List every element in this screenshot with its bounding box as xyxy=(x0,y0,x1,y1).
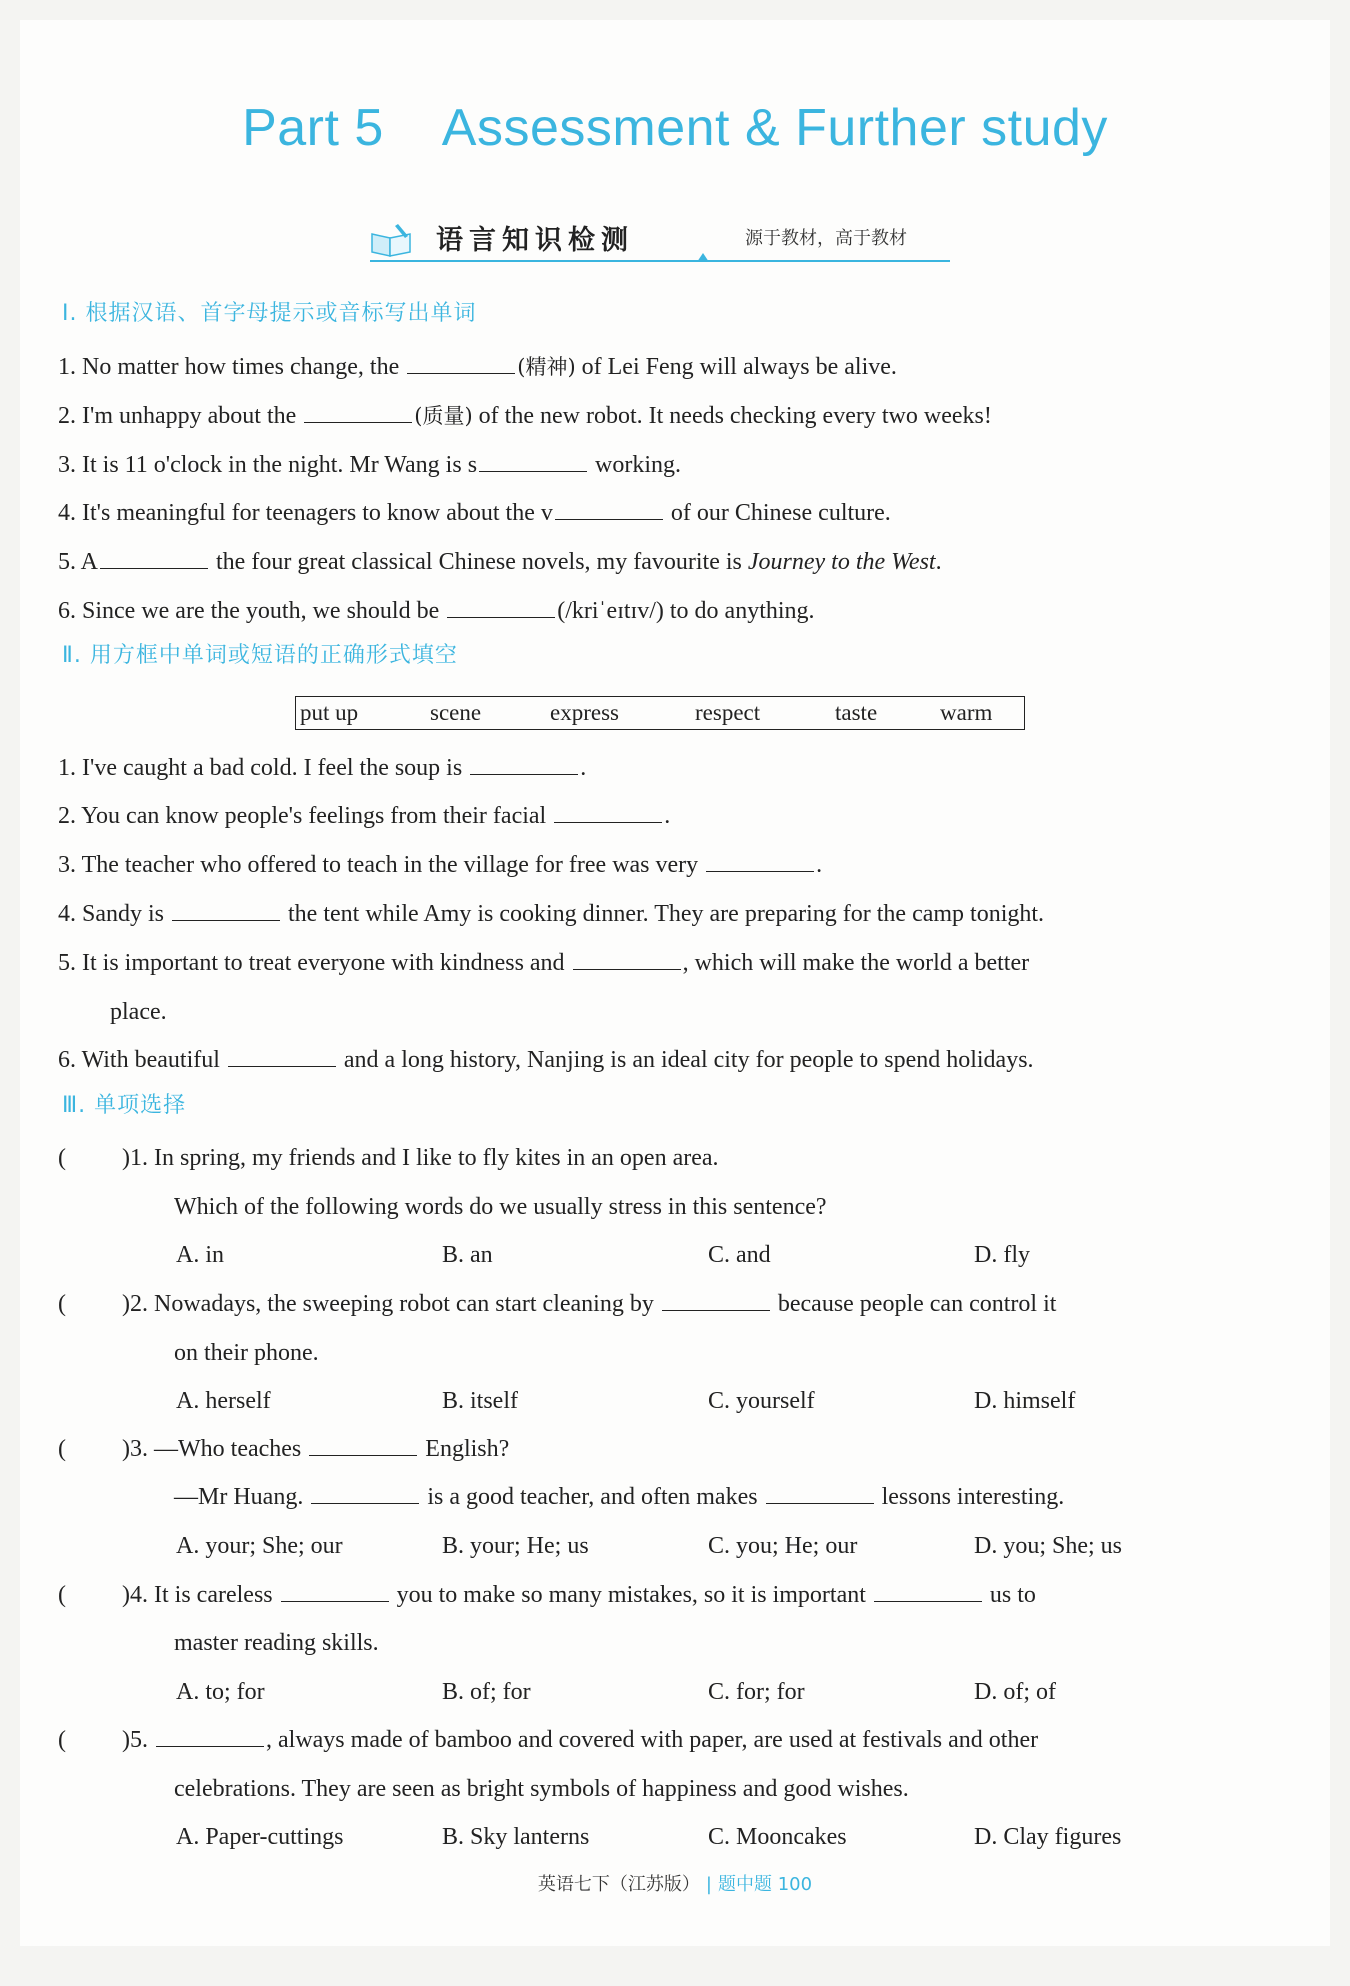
q5-option-a[interactable]: A. Paper-cuttings xyxy=(176,1824,344,1850)
answer-blank[interactable] xyxy=(100,548,208,569)
s2-item-4-text: 4. Sandy is xyxy=(58,901,165,927)
answer-blank[interactable] xyxy=(555,499,663,520)
s1-item-2-text: 2. I'm unhappy about the xyxy=(58,403,297,429)
s1-item-6-text: 6. Since we are the youth, we should be xyxy=(58,598,440,624)
word-bank-item: warm xyxy=(940,700,993,725)
s1-item-5-post: the four great classical Chinese novels, my favourite is xyxy=(216,549,742,575)
s2-item-1-text: 1. I've caught a bad cold. I feel the soup is xyxy=(58,755,463,781)
s2-item-5 xyxy=(58,948,1300,978)
q5-stem xyxy=(122,1725,1300,1755)
answer-blank[interactable] xyxy=(447,597,555,618)
book-title: Journey to the West xyxy=(747,549,936,575)
answer-blank[interactable] xyxy=(662,1290,770,1311)
s2-item-4-post: the tent while Amy is cooking dinner. They are preparing for the camp tonight. xyxy=(288,901,1045,927)
s2-item-6-text: 6. With beautiful xyxy=(58,1047,220,1073)
s2-item-2-text: 2. You can know people's feelings from their facial xyxy=(58,803,547,829)
q3-reply: —Mr Huang. xyxy=(174,1484,304,1510)
s2-item-3 xyxy=(58,850,1300,880)
s2-item-6 xyxy=(58,1045,1300,1075)
q3-text: —Who teaches xyxy=(154,1436,302,1462)
q4-stem xyxy=(122,1580,1300,1610)
answer-blank[interactable] xyxy=(554,802,662,823)
answer-blank[interactable] xyxy=(172,900,280,921)
answer-blank[interactable] xyxy=(309,1435,417,1456)
s2-item-1-post: . xyxy=(580,755,587,781)
page-footer xyxy=(20,1870,1330,1896)
q4-text-post: us to xyxy=(989,1582,1036,1608)
q3-number: )3. xyxy=(122,1436,148,1462)
q2-line2: on their phone. xyxy=(174,1340,319,1366)
s1-item-4 xyxy=(58,498,1300,528)
footer-book: 英语七下（江苏版） xyxy=(537,1874,700,1895)
s2-item-2-post: . xyxy=(664,803,671,829)
s1-item-6-hint: (/kriˈeɪtɪv/) xyxy=(557,598,664,624)
s2-item-5-text: 5. It is important to treat everyone with kindness and xyxy=(58,950,565,976)
q2-number: )2. xyxy=(122,1291,148,1317)
q1-text: In spring, my friends and I like to fly kites in an open area. xyxy=(154,1145,719,1171)
s1-item-2-post: of the new robot. It needs checking every two weeks! xyxy=(478,403,992,429)
word-bank-item: express xyxy=(550,700,619,725)
answer-blank[interactable] xyxy=(706,851,814,872)
part-number: Part 5 xyxy=(242,99,384,157)
q5-option-d[interactable]: D. Clay figures xyxy=(974,1824,1122,1850)
answer-blank[interactable] xyxy=(766,1483,874,1504)
part-title-text: Assessment & Further study xyxy=(441,99,1108,157)
q4-option-b[interactable]: B. of; for xyxy=(442,1679,531,1705)
footer-brand: 题中题 xyxy=(717,1874,772,1895)
section-1-heading: Ⅰ. 根据汉语、首字母提示或音标写出单词 xyxy=(62,301,477,326)
s1-item-1-post: of Lei Feng will always be alive. xyxy=(581,354,897,380)
q2-option-d[interactable]: D. himself xyxy=(974,1388,1076,1414)
answer-blank[interactable] xyxy=(407,353,515,374)
q1-option-a[interactable]: A. in xyxy=(176,1242,224,1268)
page-title xyxy=(20,98,1330,158)
answer-blank[interactable] xyxy=(311,1483,419,1504)
s1-item-5-text: 5. A xyxy=(58,549,99,575)
q4-option-c[interactable]: C. for; for xyxy=(708,1679,805,1705)
s1-item-6-post: to do anything. xyxy=(669,598,815,624)
answer-paren[interactable]: ( xyxy=(58,1145,66,1171)
answer-blank[interactable] xyxy=(281,1581,389,1602)
s1-item-6 xyxy=(58,596,1300,626)
answer-blank[interactable] xyxy=(573,949,681,970)
answer-blank[interactable] xyxy=(470,754,578,775)
answer-blank[interactable] xyxy=(304,402,412,423)
answer-blank[interactable] xyxy=(228,1046,336,1067)
q2-option-a[interactable]: A. herself xyxy=(176,1388,271,1414)
q3-option-c[interactable]: C. you; He; our xyxy=(708,1533,858,1559)
word-bank-item: respect xyxy=(695,700,761,725)
word-bank-item: put up xyxy=(300,700,359,725)
q3-option-d[interactable]: D. you; She; us xyxy=(974,1533,1123,1559)
s1-item-4-text: 4. It's meaningful for teenagers to know about the v xyxy=(58,500,553,526)
answer-paren[interactable]: ( xyxy=(58,1291,66,1317)
q5-line2: celebrations. They are seen as bright symbols of happiness and good wishes. xyxy=(174,1776,909,1802)
answer-blank[interactable] xyxy=(874,1581,982,1602)
s1-item-2 xyxy=(58,401,1300,431)
q5-number: )5. xyxy=(122,1727,148,1753)
word-bank xyxy=(295,696,1025,730)
s2-item-3-text: 3. The teacher who offered to teach in the village for free was very xyxy=(58,852,699,878)
q3-text-post: English? xyxy=(425,1436,510,1462)
answer-blank[interactable] xyxy=(479,451,587,472)
s2-item-4 xyxy=(58,899,1300,929)
section-banner xyxy=(370,218,950,262)
s2-item-6-post: and a long history, Nanjing is an ideal city for people to spend holidays. xyxy=(343,1047,1034,1073)
word-bank-item: taste xyxy=(835,700,878,725)
s1-item-1-hint: (精神) xyxy=(517,355,576,379)
q3-reply-mid: is a good teacher, and often makes xyxy=(427,1484,758,1510)
q5-text: , always made of bamboo and covered with paper, are used at festivals and other xyxy=(266,1727,1039,1753)
footer-divider: | xyxy=(705,1874,712,1895)
q1-number: )1. xyxy=(122,1145,148,1171)
q4-text: It is careless xyxy=(154,1582,273,1608)
q2-text-post: because people can control it xyxy=(777,1291,1057,1317)
q2-option-b[interactable]: B. itself xyxy=(442,1388,518,1414)
q5-option-c[interactable]: C. Mooncakes xyxy=(708,1824,847,1850)
q4-line2: master reading skills. xyxy=(174,1630,379,1656)
q1-option-d[interactable]: D. fly xyxy=(974,1242,1030,1268)
s1-item-3-text: 3. It is 11 o'clock in the night. Mr Wang is s xyxy=(58,452,478,478)
s2-item-2 xyxy=(58,801,1300,831)
q1-line2: Which of the following words do we usually stress in this sentence? xyxy=(174,1194,827,1220)
q3-reply-end: lessons interesting. xyxy=(881,1484,1065,1510)
page-number: 100 xyxy=(777,1874,813,1895)
section-2-heading: Ⅱ. 用方框中单词或短语的正确形式填空 xyxy=(62,643,458,668)
banner-subtitle: 源于教材，高于教材 xyxy=(745,228,907,249)
s1-item-5-end: . xyxy=(935,549,942,575)
answer-paren[interactable]: ( xyxy=(58,1727,66,1753)
q2-stem xyxy=(122,1289,1300,1319)
q1-option-b[interactable]: B. an xyxy=(442,1242,493,1268)
s2-item-5-cont: place. xyxy=(110,999,167,1025)
word-bank-item: scene xyxy=(430,700,482,725)
s1-item-4-post: of our Chinese culture. xyxy=(670,500,891,526)
s1-item-1 xyxy=(58,352,1300,382)
answer-paren[interactable]: ( xyxy=(58,1436,66,1462)
q3-line2 xyxy=(174,1482,1300,1512)
q3-option-b[interactable]: B. your; He; us xyxy=(442,1533,589,1559)
q4-number: )4. xyxy=(122,1582,148,1608)
q2-text: Nowadays, the sweeping robot can start cleaning by xyxy=(154,1291,654,1317)
q4-option-d[interactable]: D. of; of xyxy=(974,1679,1056,1705)
answer-paren[interactable]: ( xyxy=(58,1582,66,1608)
s2-item-1 xyxy=(58,753,1300,783)
worksheet-page xyxy=(20,20,1330,1946)
q3-option-a[interactable]: A. your; She; our xyxy=(176,1533,343,1559)
q4-text-mid: you to make so many mistakes, so it is important xyxy=(396,1582,866,1608)
s1-item-2-hint: (质量) xyxy=(414,404,473,428)
s1-item-5 xyxy=(58,547,1300,577)
q5-option-b[interactable]: B. Sky lanterns xyxy=(442,1824,590,1850)
q1-option-c[interactable]: C. and xyxy=(708,1242,771,1268)
s1-item-3 xyxy=(58,450,1300,480)
s2-item-3-post: . xyxy=(816,852,823,878)
s1-item-3-post: working. xyxy=(595,452,682,478)
book-pencil-icon xyxy=(370,220,414,258)
section-3-heading: Ⅲ. 单项选择 xyxy=(62,1093,187,1118)
q2-option-c[interactable]: C. yourself xyxy=(708,1388,815,1414)
banner-title: 语言知识检测 xyxy=(436,225,634,256)
answer-blank[interactable] xyxy=(156,1726,264,1747)
s1-item-1-text: 1. No matter how times change, the xyxy=(58,354,400,380)
banner-marker xyxy=(697,253,709,262)
q4-option-a[interactable]: A. to; for xyxy=(176,1679,265,1705)
q3-stem xyxy=(122,1434,1300,1464)
s2-item-5-post: , which will make the world a better xyxy=(682,950,1030,976)
q1-stem xyxy=(122,1143,1300,1173)
